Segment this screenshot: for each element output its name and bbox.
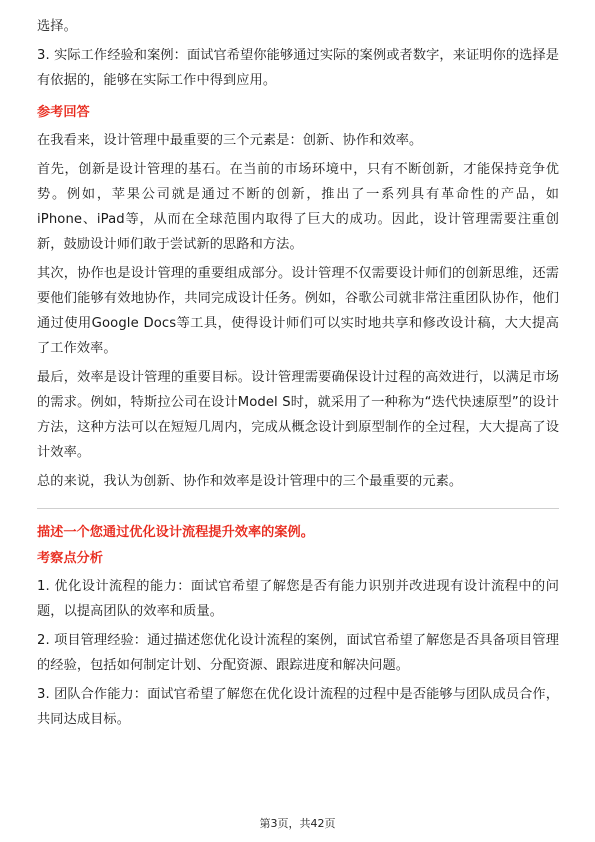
answer-paragraph-1: 在我看来，设计管理中最重要的三个元素是：创新、协作和效率。 bbox=[37, 133, 423, 148]
section-divider bbox=[37, 508, 559, 509]
answer-paragraph-5: 总的来说，我认为创新、协作和效率是设计管理中的三个最重要的元素。 bbox=[37, 474, 463, 489]
reference-answer-heading: 参考回答 bbox=[37, 105, 90, 120]
question-item-1: 1. 优化设计流程的能力：面试官希望了解您是否有能力识别并改进现有设计流程中的问题，以提高团队的效率和质量。 bbox=[37, 579, 559, 619]
answer-paragraph-2: 首先，创新是设计管理的基石。在当前的市场环境中，只有不断创新，才能保持竞争优势。例如，苹果公司就是通过不断的创新，推出了一系列具有革命性的产品，如iPhone、iPad等，从而在全球范围内取得了巨大的成功。因此，设计管理需要注重创新，鼓励设计师们敢于尝试新的思路和方法。 bbox=[37, 162, 559, 252]
question-item-2: 2. 项目管理经验：通过描述您优化设计流程的案例，面试官希望了解您是否具备项目管理的经验，包括如何制定计划、分配资源、跟踪进度和解决问题。 bbox=[37, 633, 559, 673]
analysis-heading: 考察点分析 bbox=[37, 551, 103, 566]
page-number: 第3页，共42页 bbox=[259, 817, 336, 830]
answer-paragraph-3: 其次，协作也是设计管理的重要组成部分。设计管理不仅需要设计师们的创新思维，还需要他们能够有效地协作，共同完成设计任务。例如，谷歌公司就非常注重团队协作，他们通过使用Google Docs等工具，使得设计师们可以实时地共享和修改设计稿，大大提高了工作效率。 bbox=[37, 266, 559, 356]
answer-paragraph-4: 最后，效率是设计管理的重要目标。设计管理需要确保设计过程的高效进行，以满足市场的需求。例如，特斯拉公司在设计Model S时，就采用了一种称为“迭代快速原型”的设计方法，这种方法可以在短短几周内，完成从概念设计到原型制作的全过程，大大提高了设计效率。 bbox=[37, 370, 559, 460]
document-page bbox=[37, 14, 559, 736]
continued-text: 选择。 bbox=[37, 19, 77, 34]
question-item-3: 3. 团队合作能力：面试官希望了解您在优化设计流程的过程中是否能够与团队成员合作，共同达成目标。 bbox=[37, 687, 559, 727]
question-title: 描述一个您通过优化设计流程提升效率的案例。 bbox=[37, 525, 314, 540]
analysis-item-3: 3. 实际工作经验和案例：面试官希望你能够通过实际的案例或者数字，来证明你的选择是有依据的，能够在实际工作中得到应用。 bbox=[37, 48, 559, 88]
